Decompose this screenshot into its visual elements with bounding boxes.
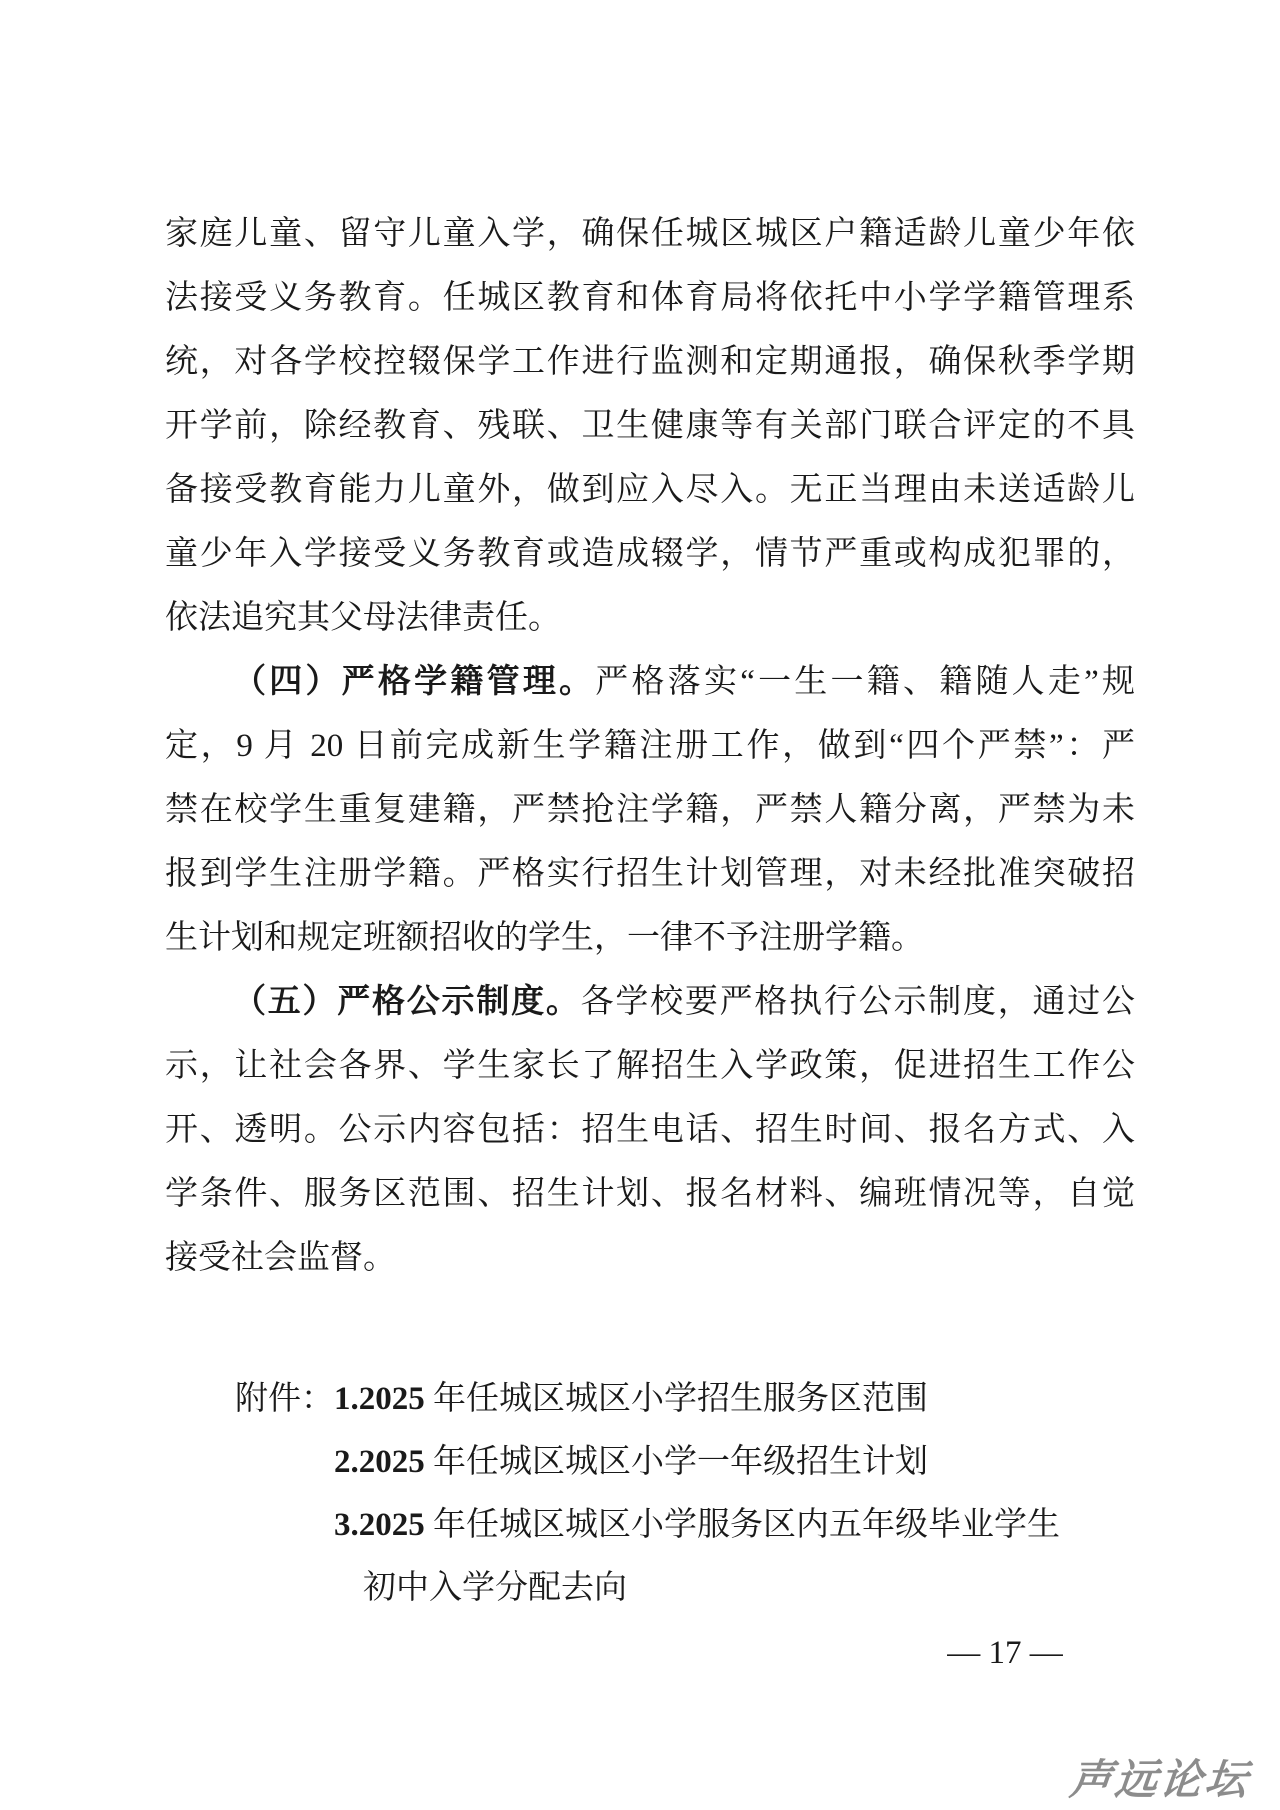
body-line: 接受社会监督。: [165, 1240, 396, 1276]
body-line: 童少年入学接受义务教育或造成辍学，情节严重或构成犯罪的，: [165, 536, 1135, 572]
attachment-3-number: 3.2025: [334, 1507, 425, 1543]
attachments-label: 附件：: [235, 1381, 334, 1417]
attachment-3-title: 年任城区城区小学服务区内五年级毕业学生: [424, 1507, 1060, 1543]
body-line: 学条件、服务区范围、招生计划、报名材料、编班情况等，自觉: [165, 1176, 1135, 1212]
body-line: 禁在校学生重复建籍，严禁抢注学籍，严禁人籍分离，严禁为未: [165, 792, 1135, 828]
page-number: — 17 —: [947, 1635, 1063, 1671]
attachment-2-title: 年任城区城区小学一年级招生计划: [424, 1444, 928, 1480]
body-line-paragraph-5-start: [165, 970, 1135, 1034]
body-line: 生计划和规定班额招收的学生，一律不予注册学籍。: [165, 920, 924, 956]
attachment-item-3: [235, 1494, 1135, 1557]
forum-watermark-logo: 声远论坛: [1067, 1755, 1253, 1804]
paragraph-4-first-line-rest: 严格落实“一生一籍、籍随人走”规: [595, 664, 1135, 700]
body-line: 定，9 月 20 日前完成新生学籍注册工作，做到“四个严禁”：严: [165, 728, 1135, 764]
body-line: 家庭儿童、留守儿童入学，确保任城区城区户籍适龄儿童少年依: [165, 216, 1135, 252]
paragraph-4-heading: （四）严格学籍管理。: [233, 664, 596, 700]
body-line: 开、透明。公示内容包括：招生电话、招生时间、报名方式、入: [165, 1112, 1135, 1148]
body-line: 报到学生注册学籍。严格实行招生计划管理，对未经批准突破招: [165, 856, 1135, 892]
body-line: 备接受教育能力儿童外，做到应入尽入。无正当理由未送适龄儿: [165, 472, 1135, 508]
attachment-2-number: 2.2025: [334, 1444, 425, 1480]
body-line: 示，让社会各界、学生家长了解招生入学政策，促进招生工作公: [165, 1048, 1135, 1084]
attachment-item-1: [235, 1368, 1135, 1431]
attachment-item-3-continuation: 初中入学分配去向: [363, 1570, 627, 1606]
attachment-1-number: 1.2025: [334, 1381, 425, 1417]
document-body: [165, 202, 1135, 1290]
paragraph-5-first-line-rest: 各学校要严格执行公示制度，通过公: [580, 984, 1136, 1020]
attachment-item-2: [235, 1431, 1135, 1494]
attachments-section: [235, 1368, 1135, 1620]
body-line: 统，对各学校控辍保学工作进行监测和定期通报，确保秋季学期: [165, 344, 1135, 380]
body-line: 依法追究其父母法律责任。: [165, 600, 561, 636]
body-line-paragraph-4-start: [165, 650, 1135, 714]
paragraph-5-heading: （五）严格公示制度。: [233, 984, 581, 1020]
attachment-1-title: 年任城区城区小学招生服务区范围: [424, 1381, 928, 1417]
body-line: 法接受义务教育。任城区教育和体育局将依托中小学学籍管理系: [165, 280, 1135, 316]
body-line: 开学前，除经教育、残联、卫生健康等有关部门联合评定的不具: [165, 408, 1135, 444]
